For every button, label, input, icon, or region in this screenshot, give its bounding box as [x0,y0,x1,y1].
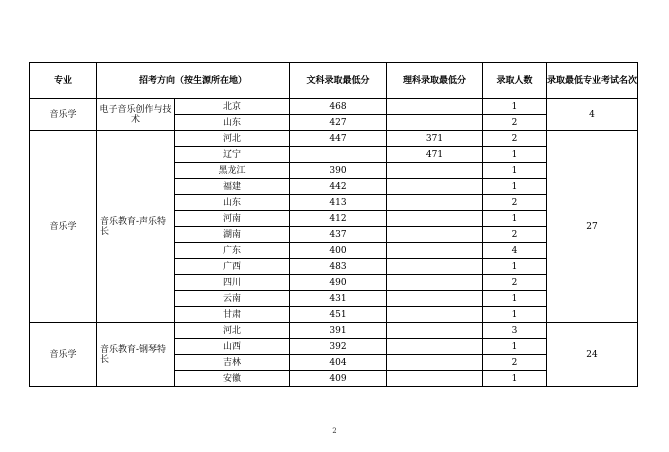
table-row [30,99,638,115]
province-cell: 福建 [175,179,290,195]
admit-count-cell: 1 [483,147,547,163]
science-score-cell [387,307,483,323]
header-direction: 招考方向（按生源所在地） [97,63,290,99]
direction-cell: 音乐教育-钢琴特长 [97,323,175,387]
province-cell: 山东 [175,195,290,211]
arts-score-cell: 412 [290,211,387,227]
table-body [30,99,638,387]
admit-count-cell: 2 [483,275,547,291]
science-score-cell [387,227,483,243]
admit-count-cell: 2 [483,227,547,243]
arts-score-cell [290,147,387,163]
science-score-cell [387,195,483,211]
admit-count-cell: 1 [483,179,547,195]
province-cell: 河北 [175,323,290,339]
header-science-min: 理科录取最低分 [387,63,483,99]
province-cell: 辽宁 [175,147,290,163]
admit-count-cell: 2 [483,131,547,147]
science-score-cell [387,355,483,371]
province-cell: 河南 [175,211,290,227]
admit-count-cell: 1 [483,163,547,179]
province-cell: 北京 [175,99,290,115]
page-number: 2 [332,427,337,435]
arts-score-cell: 392 [290,339,387,355]
arts-score-cell: 390 [290,163,387,179]
admit-count-cell: 1 [483,211,547,227]
major-cell: 音乐学 [30,323,97,387]
arts-score-cell: 442 [290,179,387,195]
admit-count-cell: 2 [483,355,547,371]
science-score-cell [387,211,483,227]
province-cell: 黑龙江 [175,163,290,179]
arts-score-cell: 409 [290,371,387,387]
science-score-cell: 371 [387,131,483,147]
header-arts-min: 文科录取最低分 [290,63,387,99]
arts-score-cell: 404 [290,355,387,371]
science-score-cell: 471 [387,147,483,163]
science-score-cell [387,339,483,355]
province-cell: 吉林 [175,355,290,371]
admit-count-cell: 1 [483,259,547,275]
rank-cell: 4 [547,99,638,131]
admit-count-cell: 1 [483,307,547,323]
arts-score-cell: 490 [290,275,387,291]
header-rank: 录取最低专业考试名次 [547,63,638,99]
arts-score-cell: 437 [290,227,387,243]
rank-cell: 24 [547,323,638,387]
table-row [30,323,638,339]
province-cell: 四川 [175,275,290,291]
admit-count-cell: 1 [483,371,547,387]
province-cell: 广西 [175,259,290,275]
science-score-cell [387,243,483,259]
header-row [30,63,638,99]
rank-cell: 27 [547,131,638,323]
major-cell: 音乐学 [30,131,97,323]
admit-count-cell: 4 [483,243,547,259]
province-cell: 山东 [175,115,290,131]
province-cell: 云南 [175,291,290,307]
science-score-cell [387,323,483,339]
admit-count-cell: 1 [483,339,547,355]
arts-score-cell: 483 [290,259,387,275]
arts-score-cell: 391 [290,323,387,339]
arts-score-cell: 451 [290,307,387,323]
science-score-cell [387,259,483,275]
science-score-cell [387,179,483,195]
science-score-cell [387,291,483,307]
science-score-cell [387,115,483,131]
admissions-table [29,62,638,387]
arts-score-cell: 413 [290,195,387,211]
major-cell: 音乐学 [30,99,97,131]
arts-score-cell: 447 [290,131,387,147]
admit-count-cell: 3 [483,323,547,339]
science-score-cell [387,371,483,387]
arts-score-cell: 431 [290,291,387,307]
direction-cell: 音乐教育-声乐特长 [97,131,175,323]
arts-score-cell: 427 [290,115,387,131]
header-major: 专业 [30,63,97,99]
header-count: 录取人数 [483,63,547,99]
province-cell: 甘肃 [175,307,290,323]
province-cell: 广东 [175,243,290,259]
table-row [30,131,638,147]
science-score-cell [387,163,483,179]
province-cell: 安徽 [175,371,290,387]
province-cell: 河北 [175,131,290,147]
admit-count-cell: 2 [483,115,547,131]
province-cell: 山西 [175,339,290,355]
admit-count-cell: 1 [483,99,547,115]
arts-score-cell: 468 [290,99,387,115]
province-cell: 湖南 [175,227,290,243]
admit-count-cell: 1 [483,291,547,307]
science-score-cell [387,275,483,291]
science-score-cell [387,99,483,115]
direction-cell: 电子音乐创作与技术 [97,99,175,131]
arts-score-cell: 400 [290,243,387,259]
admit-count-cell: 2 [483,195,547,211]
